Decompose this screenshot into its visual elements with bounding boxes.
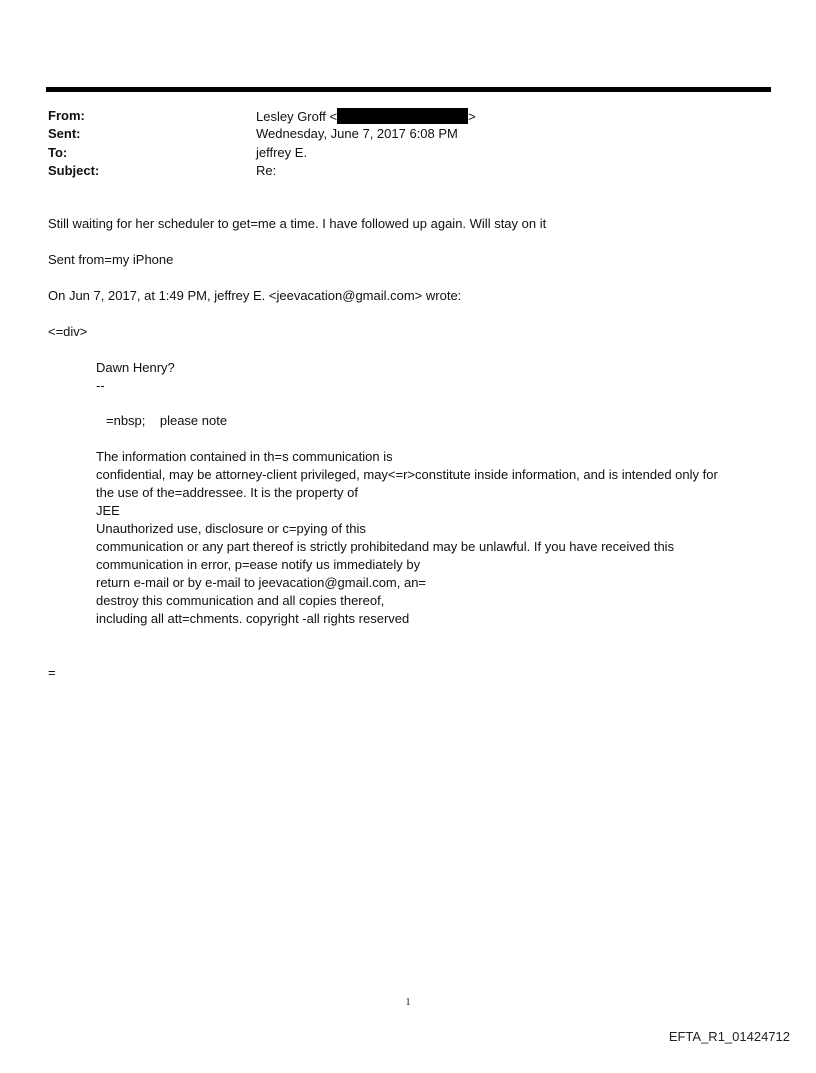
sent-label: Sent: [48, 126, 81, 141]
redaction-block [337, 108, 468, 124]
header-rule [46, 87, 771, 92]
disclaimer-line: destroy this communication and all copies thereof, [96, 593, 385, 608]
from-name: Lesley Groff < [256, 109, 338, 124]
nbsp-note: =nbsp; please note [106, 413, 228, 428]
from-value [256, 108, 476, 125]
trailing-equals: = [48, 665, 56, 680]
from-label: From: [48, 108, 85, 123]
disclaimer-line: return e-mail or by e-mail to jeevacation@gmail.com, an= [96, 575, 427, 590]
from-close: > [468, 109, 476, 124]
signature-text: Sent from=my iPhone [48, 252, 174, 267]
disclaimer-line: The information contained in th=s communication is [96, 449, 393, 464]
subject-value: Re: [256, 163, 277, 178]
reply-text: Still waiting for her scheduler to get=me a time. I have followed up again. Will stay on it [48, 216, 547, 231]
disclaimer-line: Unauthorized use, disclosure or c=pying of this [96, 521, 366, 536]
bates-number: EFTA_R1_01424712 [668, 1029, 790, 1044]
disclaimer-line: the use of the=addressee. It is the property of [96, 485, 358, 500]
signature-dash: -- [96, 378, 105, 393]
quote-intro: On Jun 7, 2017, at 1:49 PM, jeffrey E. <jeevacation@gmail.com> wrote: [48, 288, 462, 303]
disclaimer-line: communication in error, p=ease notify us immediately by [96, 557, 421, 572]
page-number: 1 [405, 997, 411, 1008]
to-value: jeffrey E. [256, 145, 308, 160]
disclaimer-line: communication or any part thereof is strictly prohibitedand may be unlawful. If you have received this [96, 539, 675, 554]
to-label: To: [48, 145, 68, 160]
disclaimer-line: including all att=chments. copyright -all rights reserved [96, 611, 410, 626]
disclaimer-line: JEE [96, 503, 120, 518]
subject-label: Subject: [48, 163, 100, 178]
quoted-message: Dawn Henry? [96, 360, 175, 375]
div-tag-text: <=div> [48, 324, 88, 339]
disclaimer-line: confidential, may be attorney-client privileged, may<=r>constitute inside information, and is intended only for [96, 467, 718, 482]
sent-value: Wednesday, June 7, 2017 6:08 PM [256, 126, 458, 141]
